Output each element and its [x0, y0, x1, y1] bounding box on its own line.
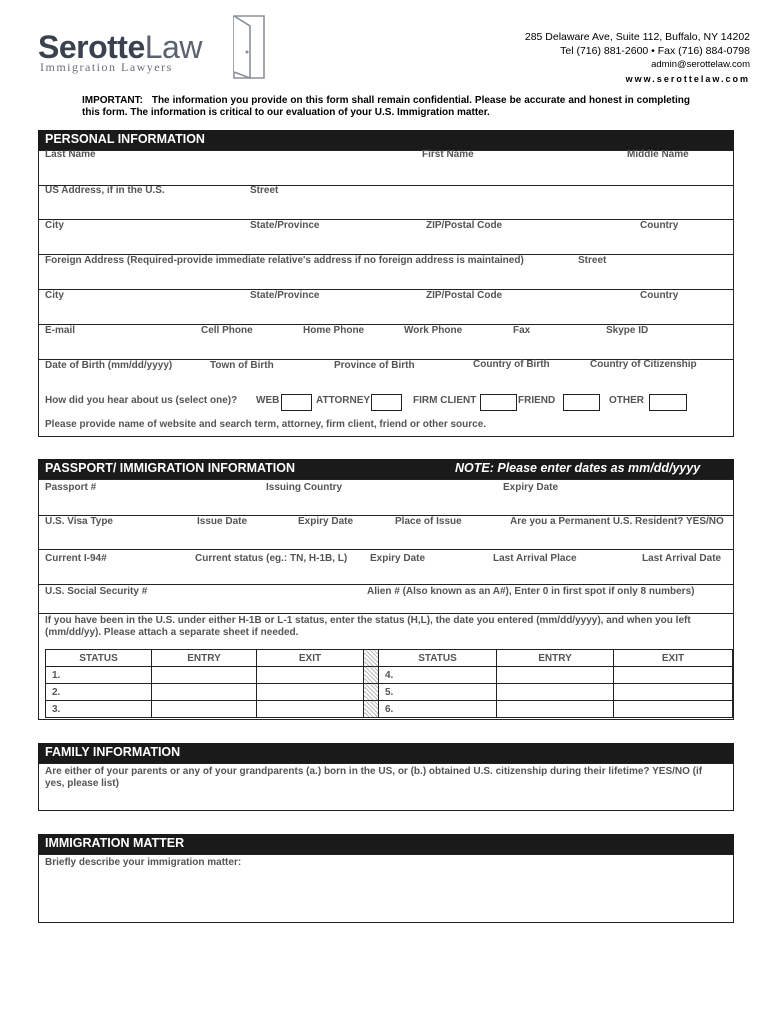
important-label: IMPORTANT: [82, 95, 143, 106]
firm-email: admin@serottelaw.com [651, 59, 750, 70]
entry-cell[interactable] [497, 684, 614, 701]
firm-website: www.serottelaw.com [625, 74, 750, 84]
logo-law: Law [144, 29, 202, 65]
option-friend-checkbox[interactable] [563, 394, 600, 411]
option-attorney-label: ATTORNEY [316, 395, 371, 406]
exit-cell[interactable] [257, 701, 364, 718]
firm-address: 285 Delaware Ave, Suite 112, Buffalo, NY 14202 [524, 31, 750, 43]
work-phone-field[interactable]: Work Phone [404, 325, 463, 336]
foreign-zip-field[interactable]: ZIP/Postal Code [426, 290, 503, 301]
foreign-city-field[interactable]: City [45, 290, 64, 301]
contact-block [430, 30, 750, 86]
date-format-note: NOTE: Please enter dates as mm/dd/yyyy [455, 461, 701, 475]
foreign-state-field[interactable]: State/Province [250, 290, 320, 301]
status-cell[interactable]: 4. [379, 667, 497, 684]
option-firm-client-label: FIRM CLIENT [413, 395, 477, 406]
entry-cell[interactable] [152, 701, 257, 718]
source-name-field[interactable]: Please provide name of website and search term, attorney, firm client, friend or other source. [45, 419, 487, 430]
status-cell[interactable]: 5. [379, 684, 497, 701]
foreign-street-field[interactable]: Street [578, 255, 607, 266]
col-status-right: STATUS [379, 650, 497, 667]
table-row [46, 684, 733, 701]
passport-expiry-field[interactable]: Expiry Date [503, 482, 559, 493]
exit-cell[interactable] [257, 667, 364, 684]
logo-tagline: Immigration Lawyers [40, 60, 173, 74]
option-other-label: OTHER [609, 395, 644, 406]
entry-cell[interactable] [497, 667, 614, 684]
important-text: The information you provide on this form shall remain confidential. Please be accurate and honest in completing this form. The information is critical to our evaluation of your U.S. Immigration matter. [82, 95, 691, 118]
personal-info-title: PERSONAL INFORMATION [45, 132, 205, 146]
exit-cell[interactable] [257, 684, 364, 701]
col-status-left: STATUS [46, 650, 152, 667]
us-street-field[interactable]: Street [250, 185, 279, 196]
h1b-instructions: If you have been in the U.S. under either H-1B or L-1 status, enter the status (H,L), the date you entered (mm/dd/yyyy), and when you left (mm/dd/yy). Please attach a separate sheet if needed. [45, 615, 691, 638]
door-icon [228, 12, 270, 80]
status-table-header [46, 650, 733, 667]
immigration-matter-prompt: Briefly describe your immigration matter: [45, 857, 242, 868]
immigration-matter-header [38, 834, 734, 854]
us-city-field[interactable]: City [45, 220, 64, 231]
col-entry-right: ENTRY [497, 650, 614, 667]
option-attorney-checkbox[interactable] [371, 394, 402, 411]
status-cell[interactable]: 2. [46, 684, 152, 701]
us-state-field[interactable]: State/Province [250, 220, 320, 231]
us-address-label: US Address, if in the U.S. [45, 185, 165, 196]
visa-type-field[interactable]: U.S. Visa Type [45, 516, 113, 527]
firm-phone: Tel (716) 881-2600 • Fax (716) 884-0798 [560, 45, 750, 57]
us-country-field[interactable]: Country [640, 220, 679, 231]
last-name-field[interactable]: Last Name [45, 149, 96, 160]
town-of-birth-field[interactable]: Town of Birth [210, 360, 274, 371]
entry-cell[interactable] [497, 701, 614, 718]
email-field[interactable]: E-mail [45, 325, 76, 336]
family-info-title: FAMILY INFORMATION [45, 745, 181, 759]
foreign-address-label: Foreign Address (Required-provide immediate relative's address if no foreign address is maintained) [45, 255, 524, 266]
status-cell[interactable]: 3. [46, 701, 152, 718]
passport-info-title: PASSPORT/ IMMIGRATION INFORMATION [45, 461, 295, 475]
col-entry-left: ENTRY [152, 650, 257, 667]
current-status-field[interactable]: Current status (eg.: TN, H-1B, L) [195, 553, 348, 564]
family-question: Are either of your parents or any of your grandparents (a.) born in the US, or (b.) obtained U.S. citizenship during their lifetime? YES/NO (if yes, please list) [45, 766, 703, 789]
ssn-field[interactable]: U.S. Social Security # [45, 586, 148, 597]
fax-field[interactable]: Fax [513, 325, 531, 336]
i94-field[interactable]: Current I-94# [45, 553, 107, 564]
exit-cell[interactable] [614, 684, 733, 701]
status-cell[interactable]: 1. [46, 667, 152, 684]
home-phone-field[interactable]: Home Phone [303, 325, 365, 336]
option-firm-client-checkbox[interactable] [480, 394, 517, 411]
col-exit-right: EXIT [614, 650, 733, 667]
col-exit-left: EXIT [257, 650, 364, 667]
last-arrival-place-field[interactable]: Last Arrival Place [493, 553, 577, 564]
table-divider [364, 684, 379, 701]
passport-number-field[interactable]: Passport # [45, 482, 97, 493]
foreign-country-field[interactable]: Country [640, 290, 679, 301]
status-expiry-field[interactable]: Expiry Date [370, 553, 426, 564]
visa-expiry-field[interactable]: Expiry Date [298, 516, 354, 527]
family-info-header [38, 743, 734, 763]
country-of-citizenship-field[interactable]: Country of Citizenship [590, 359, 697, 370]
permanent-resident-field[interactable]: Are you a Permanent U.S. Resident? YES/NO [510, 516, 724, 527]
passport-info-header [38, 459, 734, 479]
table-divider [364, 650, 379, 667]
option-other-checkbox[interactable] [649, 394, 687, 411]
last-arrival-date-field[interactable]: Last Arrival Date [642, 553, 722, 564]
important-notice [82, 95, 690, 119]
status-history-table [45, 649, 733, 718]
province-of-birth-field[interactable]: Province of Birth [334, 360, 415, 371]
visa-issue-date-field[interactable]: Issue Date [197, 516, 248, 527]
option-friend-label: FRIEND [518, 395, 556, 406]
us-zip-field[interactable]: ZIP/Postal Code [426, 220, 503, 231]
logo [38, 28, 278, 88]
alien-number-field[interactable]: Alien # (Also known as an A#), Enter 0 in first spot if only 8 numbers) [367, 586, 695, 597]
dob-field[interactable]: Date of Birth (mm/dd/yyyy) [45, 360, 173, 371]
exit-cell[interactable] [614, 667, 733, 684]
table-divider [364, 701, 379, 718]
entry-cell[interactable] [152, 684, 257, 701]
status-cell[interactable]: 6. [379, 701, 497, 718]
first-name-field[interactable]: First Name [422, 149, 474, 160]
logo-serotte: Serotte [38, 29, 145, 65]
issuing-country-field[interactable]: Issuing Country [266, 482, 343, 493]
country-of-birth-field[interactable]: Country of Birth [473, 359, 550, 370]
personal-info-header [38, 130, 734, 150]
how-hear-label: How did you hear about us (select one)? [45, 395, 238, 406]
table-row [46, 667, 733, 684]
middle-name-field[interactable]: Middle Name [627, 149, 689, 160]
option-web-label: WEB [256, 395, 280, 406]
entry-cell[interactable] [152, 667, 257, 684]
cell-phone-field[interactable]: Cell Phone [201, 325, 253, 336]
table-divider [364, 667, 379, 684]
immigration-matter-title: IMMIGRATION MATTER [45, 836, 185, 850]
exit-cell[interactable] [614, 701, 733, 718]
option-web-checkbox[interactable] [281, 394, 312, 411]
skype-field[interactable]: Skype ID [606, 325, 649, 336]
table-row [46, 701, 733, 718]
place-of-issue-field[interactable]: Place of Issue [395, 516, 462, 527]
